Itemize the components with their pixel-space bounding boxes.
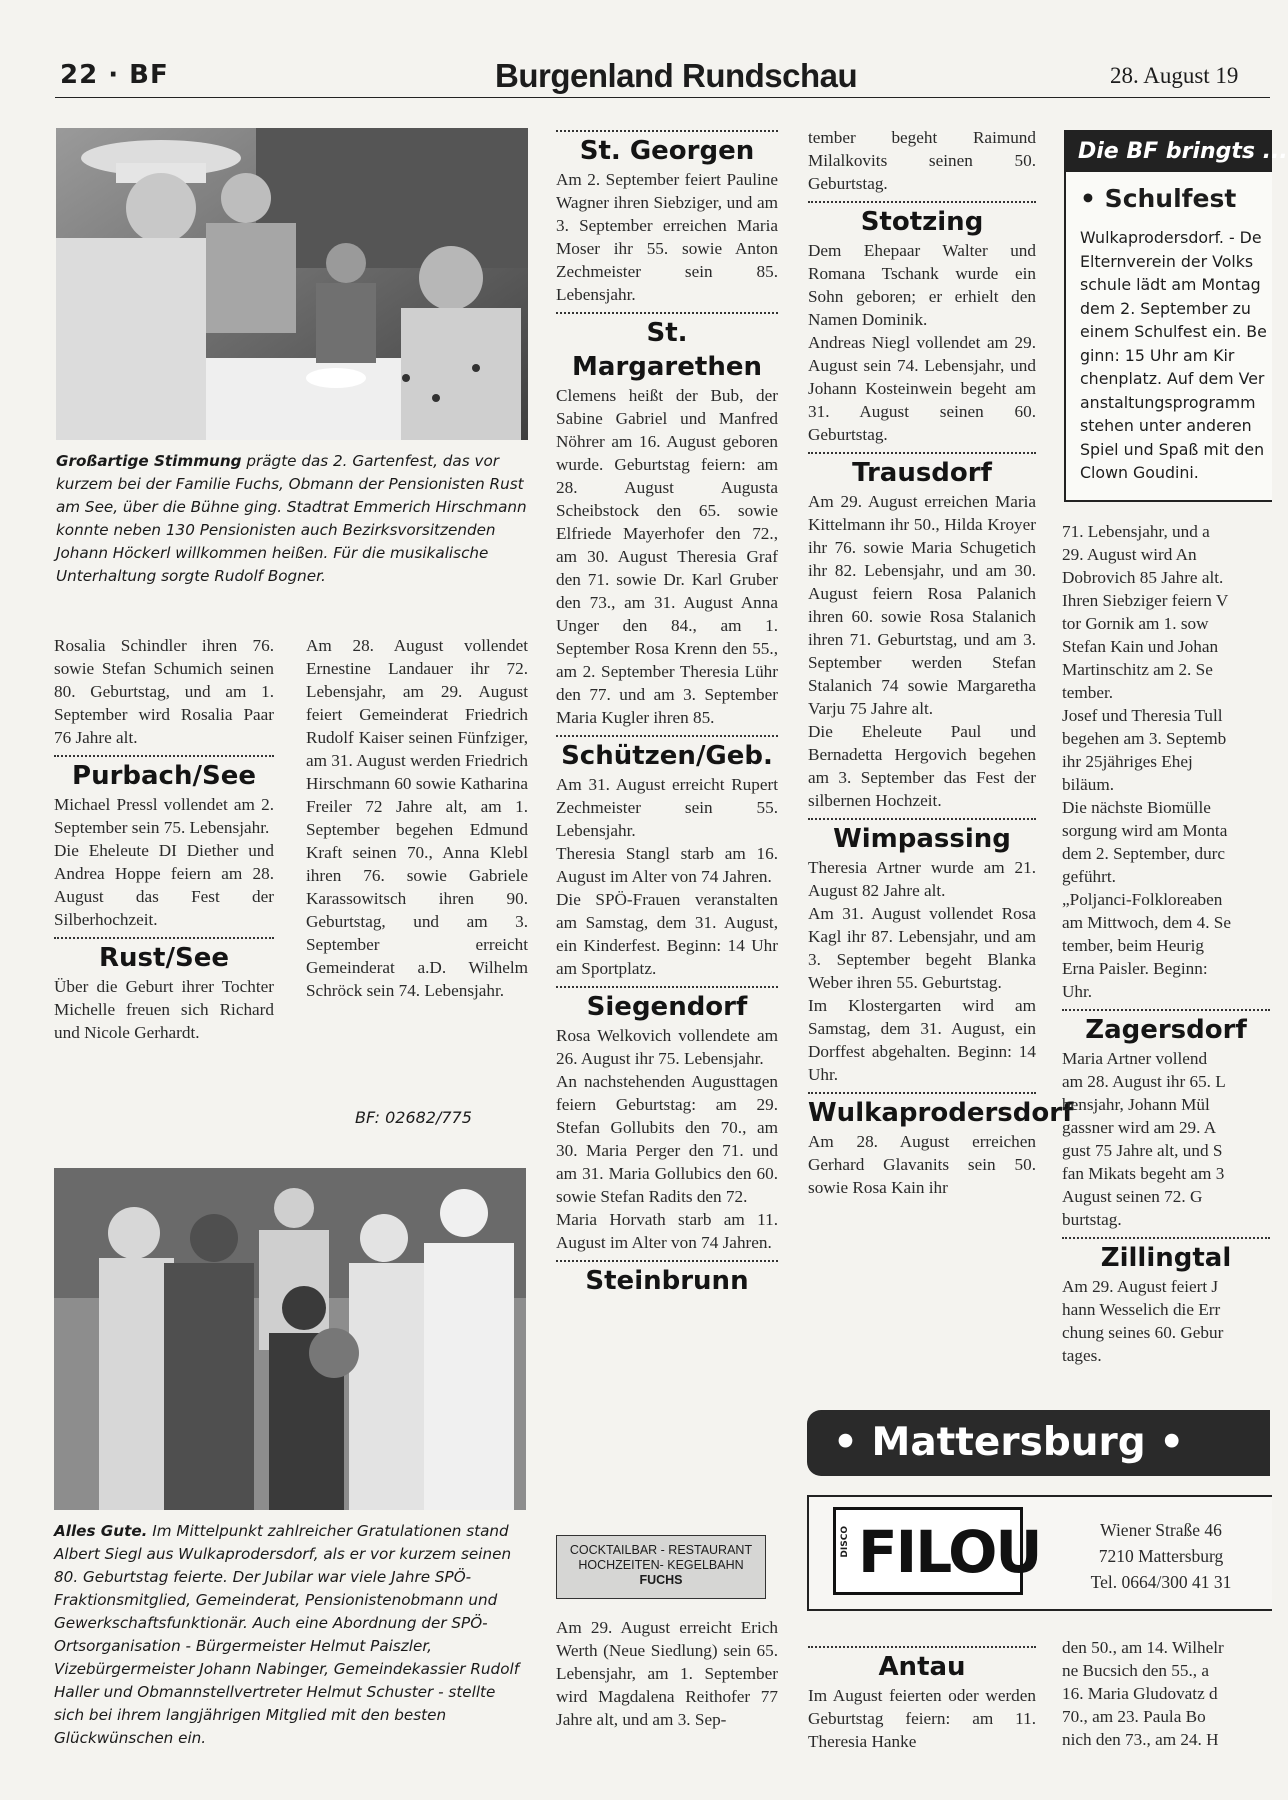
dotted-divider [54, 937, 274, 939]
article-text: tember begeht Raimund Milalkovits seinen 50. Geburtstag. [808, 128, 1036, 193]
text-line: hann Wesselich die Err [1062, 1300, 1221, 1319]
caption-lead: Großartige Stimmung [56, 452, 242, 470]
text-line: August seinen 72. G [1062, 1187, 1203, 1206]
text-line: Uhr. [1062, 982, 1093, 1001]
column-4 [808, 126, 1074, 1396]
section-heading-rust: Rust/See [99, 943, 229, 973]
text-line: Josef und Theresia Tull [1062, 706, 1223, 725]
text-line: 71. Lebensjahr, und a [1062, 522, 1210, 541]
text-line: bensjahr, Johann Mül [1062, 1095, 1210, 1114]
article-text: Die Eheleute Paul und Bernadetta Hergovich begehen am 3. September das Fest der silbernen Hochzeit. [808, 722, 1036, 810]
article-text: Am 29. August erreicht Erich Werth (Neue Siedlung) sein 65. Lebensjahr, am 1. September wird Magdalena Reithofer 77 Jahre alt, und am 3. Sep- [556, 1618, 778, 1729]
article-text: Am 31. August vollendet Rosa Kagl ihr 87. Lebensjahr, und am 3. September begeht Blanka Weber ihren 55. Geburtstag. [808, 904, 1036, 992]
article-text: Dem Ehepaar Walter und Romana Tschank wurde ein Sohn geboren; er erhielt den Namen Dominik. [808, 241, 1036, 329]
dotted-divider [808, 201, 1036, 203]
text-line: schule lädt am Montag [1080, 275, 1261, 294]
text-line: tember. [1062, 683, 1114, 702]
text-line: stehen unter anderen [1080, 416, 1252, 435]
text-line: chenplatz. Auf dem Ver [1080, 369, 1265, 388]
text-line: Dobrovich 85 Jahre alt. [1062, 568, 1224, 587]
article-text: Am 2. September feiert Pauline Wagner ihren Siebziger, und am 3. September erreichen Maria Moser ihr 55. sowie Anton Zechmeister sein 85. Lebensjahr. [556, 170, 778, 304]
article-text: Rosa Welkovich vollendete am 26. August ihr 75. Lebensjahr. [556, 1026, 778, 1068]
dotted-divider [808, 1092, 1036, 1094]
bf-phone: BF: 02682/775 [355, 1108, 472, 1127]
text-line: Elternverein der Volks [1080, 251, 1254, 271]
bf-banner: Die BF bringts ... [1066, 132, 1272, 172]
photo-group-congratulation-icon [54, 1168, 526, 1510]
caption-lead: Alles Gute. [54, 1522, 148, 1540]
article-text: Maria Horvath starb am 11. August im Alter von 74 Jahren. [556, 1210, 778, 1252]
photo-caption-2 [54, 1520, 528, 1750]
article-text: Andreas Niegl vollendet am 29. August sein 74. Lebensjahr, und Johann Kosteinwein begeht am 31. August seinen 60. Geburtstag. [808, 333, 1036, 444]
text-line: anstaltungsprogramm [1080, 392, 1256, 412]
caption-text: Im Mittelpunkt zahlreicher Gratulationen stand Albert Siegl aus Wulkaprodersdorf, als er vor kurzem seinen 80. Geburtstag feierte. Der Jubilar war viele Jahre SPÖ-Fraktionsmitglied, Gemeinderat, Pensionistenobmann und Gewerkschaftsfunktionär. Auch eine Abordnung der SPÖ-Ortsorganisation - Bürgermeister Helmut Paiszler, Vizebürgermeister Johann Nabinger, Gemeindekassier Rudolf Haller und Obmannstellvertreter Helmut Schuster - stellte sich bei ihrem langjährigen Mitglied mit den besten Glückwünschen ein. [54, 1522, 520, 1747]
text-line: 16. Maria Gludovatz d [1062, 1684, 1218, 1703]
text-line: tor Gornik am 1. sow [1062, 614, 1209, 633]
section-heading-siegendorf: Siegendorf [586, 992, 748, 1022]
dotted-divider [808, 452, 1036, 454]
address-line: Wiener Straße 46 [1100, 1520, 1222, 1540]
article-text: Theresia Stangl starb am 16. August im Alter von 74 Jahren. [556, 844, 778, 886]
article-text: Rosalia Schindler ihren 76. sowie Stefan Schumich seinen 80. Geburtstag, und am 1. September wird Rosalia Paar 76 Jahre alt. [54, 636, 274, 747]
text-line: 70., am 23. Paula Bo [1062, 1707, 1206, 1726]
group-photo [54, 1168, 526, 1510]
section-heading-schuetzen: Schützen/Geb. [561, 741, 773, 771]
article-text: Die SPÖ-Frauen veranstalten am Samstag, dem 31. August, ein Kinderfest. Beginn: 14 Uhr am Sportplatz. [556, 890, 778, 978]
filou-address [1061, 1517, 1261, 1595]
page-tag: 22 · BF [60, 60, 169, 90]
bf-bringts-box [1064, 130, 1288, 502]
dotted-divider [808, 1646, 1036, 1648]
dotted-divider [1062, 1009, 1270, 1011]
text-line: tages. [1062, 1346, 1102, 1365]
article-text: Clemens heißt der Bub, der Sabine Gabriel und Manfred Nöhrer am 16. August geboren wurde. Geburtstag feiern: am 28. August Augusta Scheibstock den 65. sowie Elfriede Mayerhofer den 72., am 30. August Theresia Graf den 71. sowie Dr. Karl Gruber den 73., am 31. August Anna Unger den 84., am 1. September Rosa Krenn den 55., am 2. September Theresia Lühr den 77. und am 3. September Maria Kugler ihren 85. [556, 386, 778, 727]
dotted-divider [556, 130, 778, 132]
text-line: Spiel und Spaß mit den [1080, 439, 1265, 459]
fuchs-restaurant-ad [556, 1535, 766, 1599]
dotted-divider [54, 755, 274, 757]
text-line: biläum. [1062, 775, 1115, 794]
section-heading-zagersdorf: Zagersdorf [1085, 1015, 1247, 1045]
text-line: ginn: 15 Uhr am Kir [1080, 345, 1235, 365]
section-heading-wulkaprodersdorf: Wulkaprodersdorf [808, 1098, 1074, 1128]
article-text: Am 31. August erreicht Rupert Zechmeister sein 55. Lebensjahr. [556, 775, 778, 840]
section-heading-steinbrunn: Steinbrunn [585, 1266, 749, 1296]
phone-line: Tel. 0664/300 41 31 [1090, 1572, 1232, 1592]
text-line: gassner wird am 29. A [1062, 1118, 1217, 1137]
ad-line: HOCHZEITEN- KEGELBAHN [578, 1558, 744, 1572]
dotted-divider [556, 986, 778, 988]
section-heading-antau: Antau [878, 1652, 966, 1682]
column-1 [54, 634, 274, 1134]
section-heading-stotzing: Stotzing [860, 207, 984, 237]
ad-line: COCKTAILBAR - RESTAURANT [569, 1543, 753, 1557]
column-3-bottom [556, 1616, 778, 1756]
dotted-divider [556, 312, 778, 314]
mattersburg-label: • Mattersburg • [833, 1420, 1185, 1465]
article-text: Am 29. August erreichen Maria Kittelmann ihr 50., Hilda Kroyer ihr 76. sowie Maria Schugetich ihr 82. Lebensjahr, und am 30. August feiern Rosa Palanich ihren 60. sowie Rosa Stalanich ihren 71. Geburtstag, und am 3. September werden Stefan Stalanich 74 sowie Margaretha Varju 75 Jahre alt. [808, 492, 1036, 718]
column-3 [556, 128, 778, 1533]
text-line: einem Schulfest ein. Be [1080, 322, 1267, 341]
text-line: Clown Goudini. [1080, 463, 1199, 482]
text-line: Am 29. August feiert J [1062, 1277, 1219, 1296]
disco-label: DISCO [840, 1526, 850, 1558]
column-5 [1062, 520, 1270, 1390]
dotted-divider [808, 818, 1036, 820]
text-line: ihr 25jähriges Ehej [1062, 752, 1193, 771]
filou-logo-text: FILOU [858, 1518, 1041, 1586]
filou-disco-ad [807, 1495, 1272, 1611]
text-line: begehen am 3. Septemb [1062, 729, 1227, 748]
article-text: Am 28. August vollendet Ernestine Landauer ihr 72. Lebensjahr, am 29. August feiert Gemeinderat Friedrich Rudolf Kaiser seinen Fünfziger, am 31. August werden Friedrich Hirschmann 60 sowie Katharina Freiler 72 Jahre alt, am 1. September begehen Edmund Kraft seinen 70., Anna Klebl ihren 76. sowie Gabriele Karassowitsch ihren 90. Geburtstag, und am 3. September erreicht Gemeinderat a.D. Wilhelm Schröck sein 74. Lebensjahr. [306, 636, 528, 1000]
address-line: 7210 Mattersburg [1098, 1546, 1224, 1566]
text-line: Martinschitz am 2. Se [1062, 660, 1213, 679]
text-line: fan Mikats begeht am 3 [1062, 1164, 1225, 1183]
column-5-bottom [1062, 1636, 1270, 1786]
text-line: dem 2. September zu [1080, 298, 1251, 318]
mattersburg-banner [807, 1410, 1270, 1476]
text-line: Stefan Kain und Johan [1062, 637, 1219, 656]
article-text: Im August feierten oder werden Geburtstag feiern: am 11. Theresia Hanke [808, 1686, 1036, 1751]
section-heading-zillingtal: Zillingtal [1100, 1243, 1232, 1273]
text-line: geführt. [1062, 867, 1116, 886]
text-line: gust 75 Jahre alt, und S [1062, 1141, 1223, 1160]
dotted-divider [556, 735, 778, 737]
section-heading-st-georgen: St. Georgen [579, 136, 755, 166]
article-text: An nachstehenden Augusttagen feiern Geburtstag: am 29. Stefan Gollubits den 70., am 30. Maria Perger den 71. und am 31. Maria Gollubics den 60. sowie Stefan Radits den 72. [556, 1072, 778, 1206]
text-line: den 50., am 14. Wilhelr [1062, 1638, 1224, 1657]
text-line: Erna Paisler. Beginn: [1062, 959, 1208, 978]
caption-text: prägte das 2. Gartenfest, das vor kurzem bei der Familie Fuchs, Obmann der Pensionisten Rust am See, über die Bühne ging. Stadtrat Emmerich Hirschmann konnte neben 130 Pensionisten auch Bezirksvorsitzenden Johann Höckerl willkommen heißen. Für die musikalische Unterhaltung sorgte Rudolf Bogner. [56, 452, 527, 585]
dotted-divider [1062, 1237, 1270, 1239]
filou-logo [833, 1507, 1041, 1595]
text-line: Wulkaprodersdorf. - De [1080, 228, 1262, 247]
text-line: nich den 73., am 24. H [1062, 1730, 1219, 1749]
text-line: tember, beim Heurig [1062, 936, 1205, 955]
ad-line: FUCHS [639, 1573, 683, 1587]
section-heading-trausdorf: Trausdorf [852, 458, 992, 488]
text-line: Maria Artner vollend [1062, 1049, 1208, 1068]
schulfest-text [1080, 226, 1270, 485]
text-line: 29. August wird An [1062, 545, 1197, 564]
section-heading-wimpassing: Wimpassing [833, 824, 1011, 854]
dotted-divider [556, 1260, 778, 1262]
article-text: Die Eheleute DI Diether und Andrea Hoppe feiern am 28. August das Fest der Silberhochzeit. [54, 841, 274, 929]
text-line: sorgung wird am Monta [1062, 821, 1228, 840]
article-text: Am 28. August erreichen Gerhard Glavanits sein 50. sowie Rosa Kain ihr [808, 1132, 1036, 1197]
paper-title: Burgenland Rundschau [495, 57, 858, 94]
text-line: am 28. August ihr 65. L [1062, 1072, 1226, 1091]
page-header [55, 55, 1270, 98]
column-4-bottom [808, 1640, 1036, 1780]
article-text: Michael Pressl vollendet am 2. September sein 75. Lebensjahr. [54, 795, 274, 837]
article-text: Theresia Artner wurde am 21. August 82 Jahre alt. [808, 858, 1036, 900]
issue-date: 28. August 19 [1110, 63, 1239, 88]
article-text: Über die Geburt ihrer Tochter Michelle freuen sich Richard und Nicole Gerhardt. [54, 977, 274, 1042]
section-heading-purbach: Purbach/See [72, 761, 256, 791]
text-line: Ihren Siebziger feiern V [1062, 591, 1229, 610]
text-line: burtstag. [1062, 1210, 1122, 1229]
photo-caption-1 [56, 450, 528, 588]
column-2 [306, 634, 528, 1084]
schulfest-heading: • Schulfest [1080, 184, 1237, 213]
text-line: dem 2. September, durc [1062, 844, 1226, 863]
text-line: „Poljanci-Folkloreaben [1062, 890, 1223, 909]
photo-garden-party-icon [56, 128, 528, 440]
text-line: Die nächste Biomülle [1062, 798, 1211, 817]
garden-party-photo [56, 128, 528, 440]
section-heading-st-margarethen: St. Margarethen [572, 318, 762, 382]
text-line: chung seines 60. Gebur [1062, 1323, 1224, 1342]
article-text: Im Klostergarten wird am Samstag, dem 31. August, ein Dorffest abgehalten. Beginn: 14 Uhr. [808, 996, 1036, 1084]
text-line: ne Bucsich den 55., a [1062, 1661, 1210, 1680]
text-line: am Mittwoch, dem 4. Se [1062, 913, 1231, 932]
